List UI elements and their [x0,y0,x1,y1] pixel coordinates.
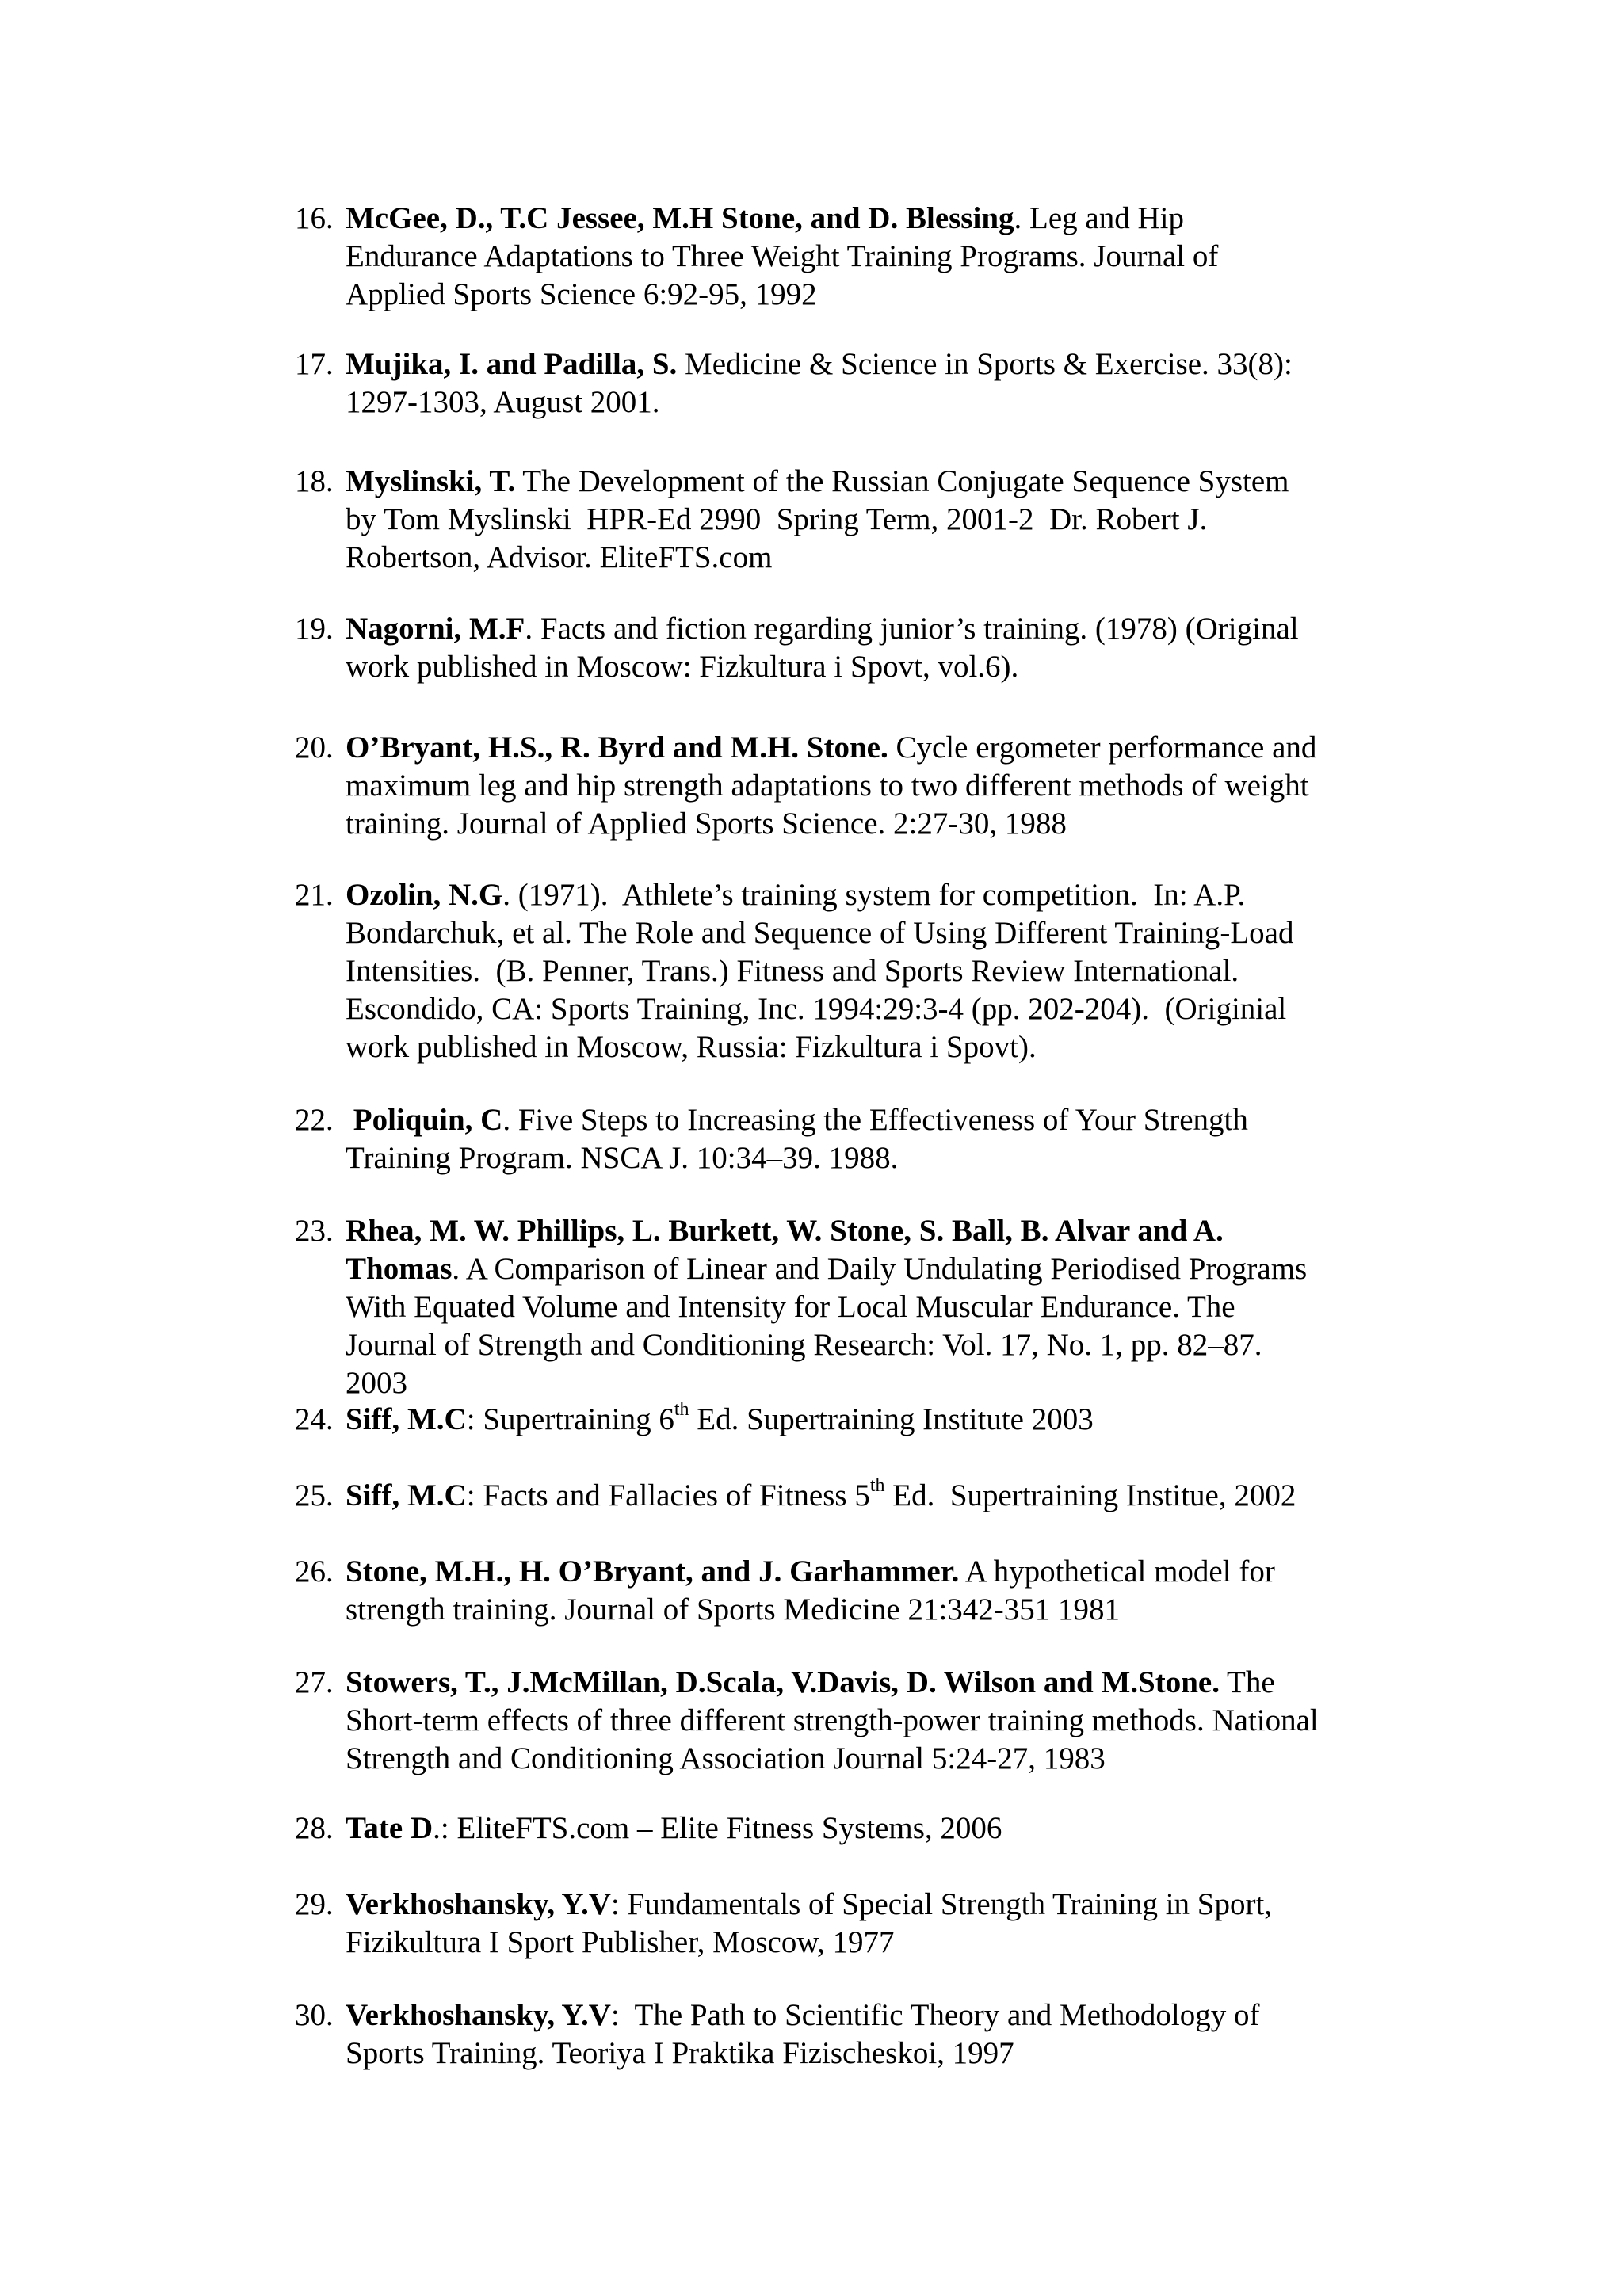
reference-line [346,1553,1275,1591]
reference-number: 23. [295,1214,334,1248]
reference-line [346,729,1316,767]
reference-text: strength training. Journal of Sports Medicine 21:342-351 1981 [346,1592,1121,1627]
reference-number: 16. [295,201,334,235]
reference-line [346,1139,898,1177]
reference-text: Endurance Adaptations to Three Weight Training Programs. Journal of [346,239,1219,273]
reference-line [346,610,1299,648]
reference-item [0,1997,1623,2073]
reference-text: by Tom Myslinski HPR-Ed 2990 Spring Term, 2001-2 Dr. Robert J. [346,502,1208,536]
reference-text: Applied Sports Science 6:92-95, 1992 [346,277,817,311]
reference-number: 21. [295,878,334,912]
reference-line [346,1702,1319,1740]
reference-item [0,1212,1623,1402]
reference-line [346,1740,1106,1778]
reference-item [0,463,1623,577]
reference-item [0,876,1623,1066]
reference-author: Ozolin, N.G [346,878,503,912]
reference-text: Escondido, CA: Sports Training, Inc. 1994:29:3-4 (pp. 202-204). (Originial [346,992,1287,1026]
reference-author: Thomas [346,1252,453,1286]
reference-text: Medicine & Science in Sports & Exercise. 33(8): [677,347,1293,381]
reference-author: Siff, M.C [346,1402,467,1436]
reference-text: The [1219,1665,1275,1699]
reference-text: Intensities. (B. Penner, Trans.) Fitness and Sports Review International. [346,954,1239,988]
reference-item [0,1810,1623,1848]
superscript: th [674,1399,689,1420]
reference-item [0,729,1623,843]
reference-text: Bondarchuk, et al. The Role and Sequence of Using Different Training-Load [346,916,1294,950]
reference-number: 24. [295,1402,334,1436]
reference-number: 17. [295,347,334,381]
reference-line [346,1477,1296,1515]
reference-line [346,1326,1262,1364]
reference-text: The Development of the Russian Conjugate Sequence System [515,464,1289,498]
reference-line [346,1028,1037,1066]
reference-number: 30. [295,1998,334,2032]
reference-text: . Facts and fiction regarding junior’s training. (1978) (Original [525,612,1299,646]
reference-line [346,648,1018,686]
reference-text: Ed. Supertraining Institute 2003 [689,1402,1094,1436]
reference-line [346,1886,1272,1924]
reference-text: 2003 [346,1366,407,1400]
reference-author: Verkhoshansky, Y.V [346,1998,611,2032]
reference-text: : The Path to Scientific Theory and Methodology of [610,1998,1260,2032]
reference-author: Poliquin, C [353,1103,503,1137]
reference-line [346,276,817,314]
reference-author: Siff, M.C [346,1478,467,1512]
reference-item [0,1886,1623,1962]
reference-author: Nagorni, M.F [346,612,525,646]
reference-text: A hypothetical model for [959,1554,1275,1589]
reference-text: Sports Training. Teoriya I Praktika Fizischeskoi, 1997 [346,2036,1014,2070]
reference-line [346,767,1309,805]
reference-author: O’Bryant, H.S., R. Byrd and M.H. Stone. [346,730,888,765]
reference-text: : Facts and Fallacies of Fitness 5 [466,1478,870,1512]
reference-author: Mujika, I. and Padilla, S. [346,347,678,381]
reference-text: Robertson, Advisor. EliteFTS.com [346,540,773,574]
reference-author: Rhea, M. W. Phillips, L. Burkett, W. Stone, S. Ball, B. Alvar and A. [346,1214,1224,1248]
reference-line [346,1924,894,1962]
reference-line [346,1101,1248,1139]
reference-item [0,200,1623,314]
reference-text: Fizikultura I Sport Publisher, Moscow, 1977 [346,1925,895,1959]
reference-text: work published in Moscow: Fizkultura i Spovt, vol.6). [346,650,1019,684]
reference-text: . Leg and Hip [1014,201,1184,235]
reference-line [346,383,660,421]
reference-number: 22. [295,1103,334,1137]
reference-line [346,952,1239,990]
reference-author: Verkhoshansky, Y.V [346,1887,611,1921]
reference-number: 29. [295,1887,334,1921]
reference-item [0,345,1623,421]
reference-text: 1297-1303, August 2001. [346,385,660,419]
reference-text: . Five Steps to Increasing the Effectiveness of Your Strength [502,1103,1248,1137]
reference-text: : Supertraining 6 [466,1402,674,1436]
reference-text: . A Comparison of Linear and Daily Undulating Periodised Programs [452,1252,1308,1286]
reference-line [346,501,1207,539]
reference-text: work published in Moscow, Russia: Fizkultura i Spovt). [346,1030,1037,1064]
reference-line [346,990,1286,1028]
reference-text: Cycle ergometer performance and [888,730,1317,765]
reference-item [0,1401,1623,1439]
reference-number: 27. [295,1665,334,1699]
reference-text: : Fundamentals of Special Strength Training in Sport, [610,1887,1273,1921]
reference-line [346,1997,1259,2035]
reference-text: With Equated Volume and Intensity for Local Muscular Endurance. The [346,1290,1235,1324]
reference-line [346,1591,1120,1629]
reference-author: Stone, M.H., H. O’Bryant, and J. Garhammer. [346,1554,960,1589]
reference-text: . (1971). Athlete’s training system for competition. In: A.P. [502,878,1246,912]
reference-item [0,1477,1623,1515]
reference-line [346,876,1245,914]
reference-number: 28. [295,1811,334,1845]
reference-text: Training Program. NSCA J. 10:34–39. 1988. [346,1141,899,1175]
reference-line [346,345,1293,383]
reference-author: McGee, D., T.C Jessee, M.H Stone, and D. Blessing [346,201,1014,235]
reference-line [346,1212,1224,1250]
reference-item [0,1664,1623,1778]
reference-line [346,1364,407,1402]
reference-number: 19. [295,612,334,646]
reference-item [0,610,1623,686]
reference-number: 20. [295,730,334,765]
reference-text: training. Journal of Applied Sports Science. 2:27-30, 1988 [346,807,1067,841]
reference-author: Stowers, T., J.McMillan, D.Scala, V.Davis, D. Wilson and M.Stone. [346,1665,1220,1699]
reference-line [346,200,1184,238]
reference-text: Journal of Strength and Conditioning Research: Vol. 17, No. 1, pp. 82–87. [346,1328,1262,1362]
reference-number: 18. [295,464,334,498]
reference-number: 26. [295,1554,334,1589]
reference-text: Short-term effects of three different strength-power training methods. National [346,1703,1319,1737]
reference-line [346,914,1293,952]
reference-author: Tate D [346,1811,433,1845]
reference-text [346,1103,353,1137]
reference-line [346,1664,1275,1702]
reference-line [346,1250,1307,1288]
reference-line [346,1288,1235,1326]
superscript: th [869,1475,885,1496]
reference-text: Ed. Supertraining Institue, 2002 [884,1478,1296,1512]
reference-item [0,1101,1623,1177]
reference-line [346,463,1289,501]
reference-text: maximum leg and hip strength adaptations to two different methods of weight [346,769,1309,803]
reference-text: .: EliteFTS.com – Elite Fitness Systems, 2006 [433,1811,1002,1845]
reference-item [0,1553,1623,1629]
reference-line [346,238,1218,276]
reference-line [346,2035,1014,2073]
reference-text: Strength and Conditioning Association Journal 5:24-27, 1983 [346,1741,1106,1775]
reference-line [346,1810,1002,1848]
reference-line [346,539,772,577]
reference-author: Myslinski, T. [346,464,516,498]
reference-number: 25. [295,1478,334,1512]
reference-line [346,805,1067,843]
reference-line [346,1401,1094,1439]
